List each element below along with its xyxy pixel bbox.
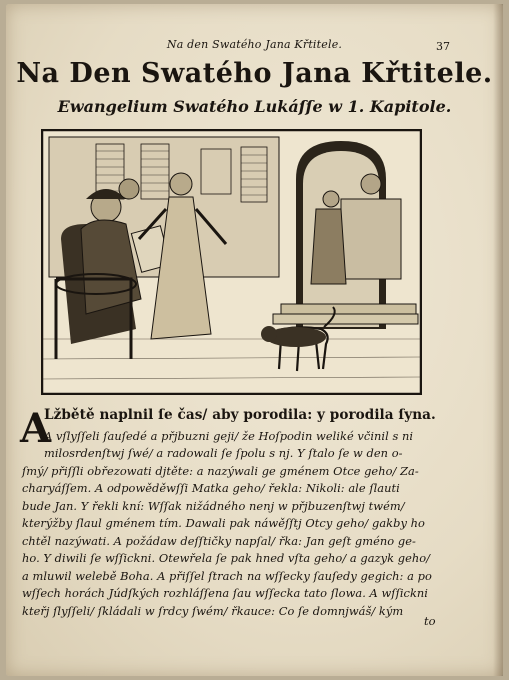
- text-line: charyáſſem. A odpowěděwſſi Matka geho/ řekla: Nikoli: ale ſlauti: [22, 481, 400, 495]
- text-line: wſſech horách Júdſkých rozhláſſena ſau wſſecka tato ſlowa. A wſſickni: [22, 586, 428, 600]
- page-subtitle: Ewangelium Swatého Lukáſſe w 1. Kapitole.: [57, 97, 452, 116]
- text-line: ho. Y diwili ſe wſſickni. Otewřela ſe pak hned vſta geho/ a gazyk geho/: [22, 551, 431, 565]
- drop-cap: A: [20, 405, 52, 452]
- text-line: Lžbětě naplnil ſe čas/ aby porodila: y porodila ſyna.: [44, 407, 436, 423]
- woodcut-illustration: [41, 129, 422, 395]
- text-line: milosrdenſtwj ſwé/ a radowali ſe ſpolu s nj. Y ſtalo ſe w den o-: [44, 446, 403, 460]
- text-line: kteřj ſlyſſeli/ ſkládali w ſrdcy ſwém/ řkauce: Co ſe domnjwáš/ kým: [22, 604, 404, 618]
- book-page: [6, 4, 503, 676]
- running-head: Na den Swatého Jana Křtitele.: [166, 38, 343, 51]
- page-title: Na Den Swatého Jana Křtitele.: [16, 58, 493, 89]
- text-line: ſmý/ přiſſli obřezowati djtěte: a nazýwali ge gménem Otce geho/ Za-: [22, 464, 419, 478]
- text-line: a mluwil welebě Boha. A přiſſel ſtrach na wſſecky ſauſedy gegich: a po: [22, 569, 432, 583]
- text-line: chtěl nazýwati. A požádaw deſſtičky napſal/ řka: Jan geſt gméno ge-: [22, 534, 416, 548]
- text-line: A vſlyſſeli ſauſedé a přjbuzni geji/ že Hoſpodin weliké včinil s ni: [44, 429, 414, 443]
- page-edge-shadow: [493, 4, 503, 676]
- text-line: kterýžby ſlaul gménem tím. Dawali pak náwěſſtj Otcy geho/ gakby ho: [22, 516, 425, 530]
- catchword: to: [424, 614, 436, 628]
- text-line: bude Jan. Y řekli kní: Wſſak nižádného nenj w přjbuzenſtwj twém/: [22, 499, 405, 513]
- page-number: 37: [436, 40, 450, 53]
- woodcut-image: [41, 129, 422, 395]
